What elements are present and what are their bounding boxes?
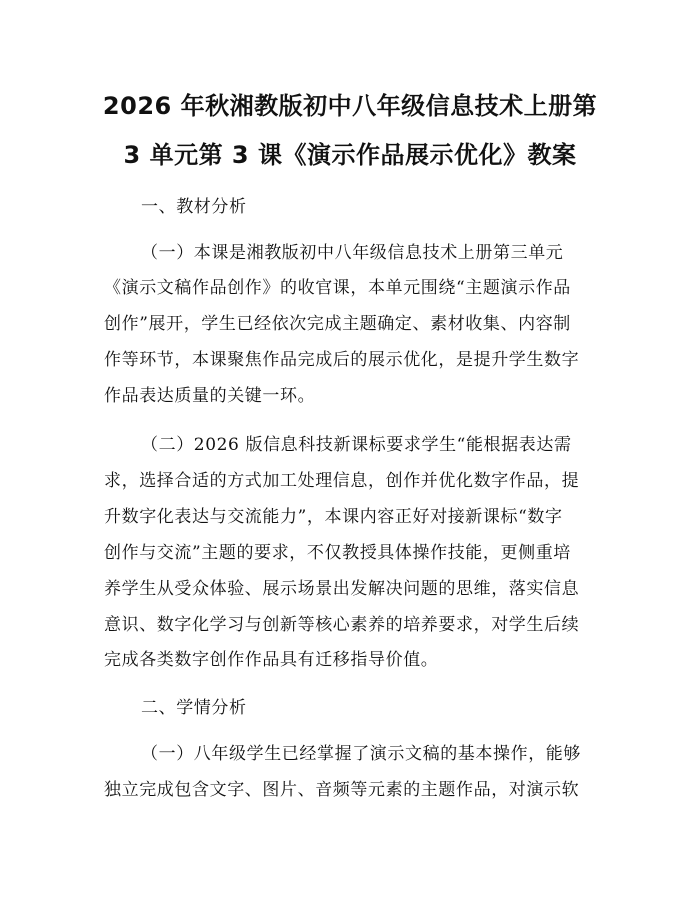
paragraph-line: 作等环节，本课聚焦作品完成后的展示优化，是提升学生数字 xyxy=(104,350,580,370)
paragraph-line: （一）八年级学生已经掌握了演示文稿的基本操作，能够 xyxy=(141,744,581,764)
paragraph-line: 求，选择合适的方式加工处理信息，创作并优化数字作品，提 xyxy=(104,471,580,491)
paragraph-line: 创作”展开，学生已经依次完成主题确定、素材收集、内容制 xyxy=(104,314,571,334)
paragraph-line: （二）2026 版信息科技新课标要求学生“能根据表达需 xyxy=(141,435,572,455)
paragraph-line: 意识、数字化学习与创新等核心素养的培养要求，对学生后续 xyxy=(104,615,580,635)
document-title-line-2: 3 单元第 3 课《演示作品展示优化》教案 xyxy=(123,141,577,169)
paragraph-line: 完成各类数字创作作品具有迁移指导价值。 xyxy=(104,650,439,670)
paragraph-line: 作品表达质量的关键一环。 xyxy=(104,386,316,406)
document-title-line-1: 2026 年秋湘教版初中八年级信息技术上册第 xyxy=(102,92,598,120)
paragraph-line: （一）本课是湘教版初中八年级信息技术上册第三单元 xyxy=(141,243,564,263)
paragraph-line: 创作与交流”主题的要求，不仅教授具体操作技能，更侧重培 xyxy=(104,543,571,563)
paragraph-line: 《演示文稿作品创作》的收官课，本单元围绕“主题演示作品 xyxy=(104,278,571,298)
section-heading-materials: 一、教材分析 xyxy=(141,197,247,217)
section-heading-learners: 二、学情分析 xyxy=(141,698,247,718)
paragraph-line: 独立完成包含文字、图片、音频等元素的主题作品，对演示软 xyxy=(104,780,580,800)
paragraph-line: 升数字化表达与交流能力”，本课内容正好对接新课标“数字 xyxy=(104,507,563,527)
paragraph-line: 养学生从受众体验、展示场景出发解决问题的思维，落实信息 xyxy=(104,579,580,599)
